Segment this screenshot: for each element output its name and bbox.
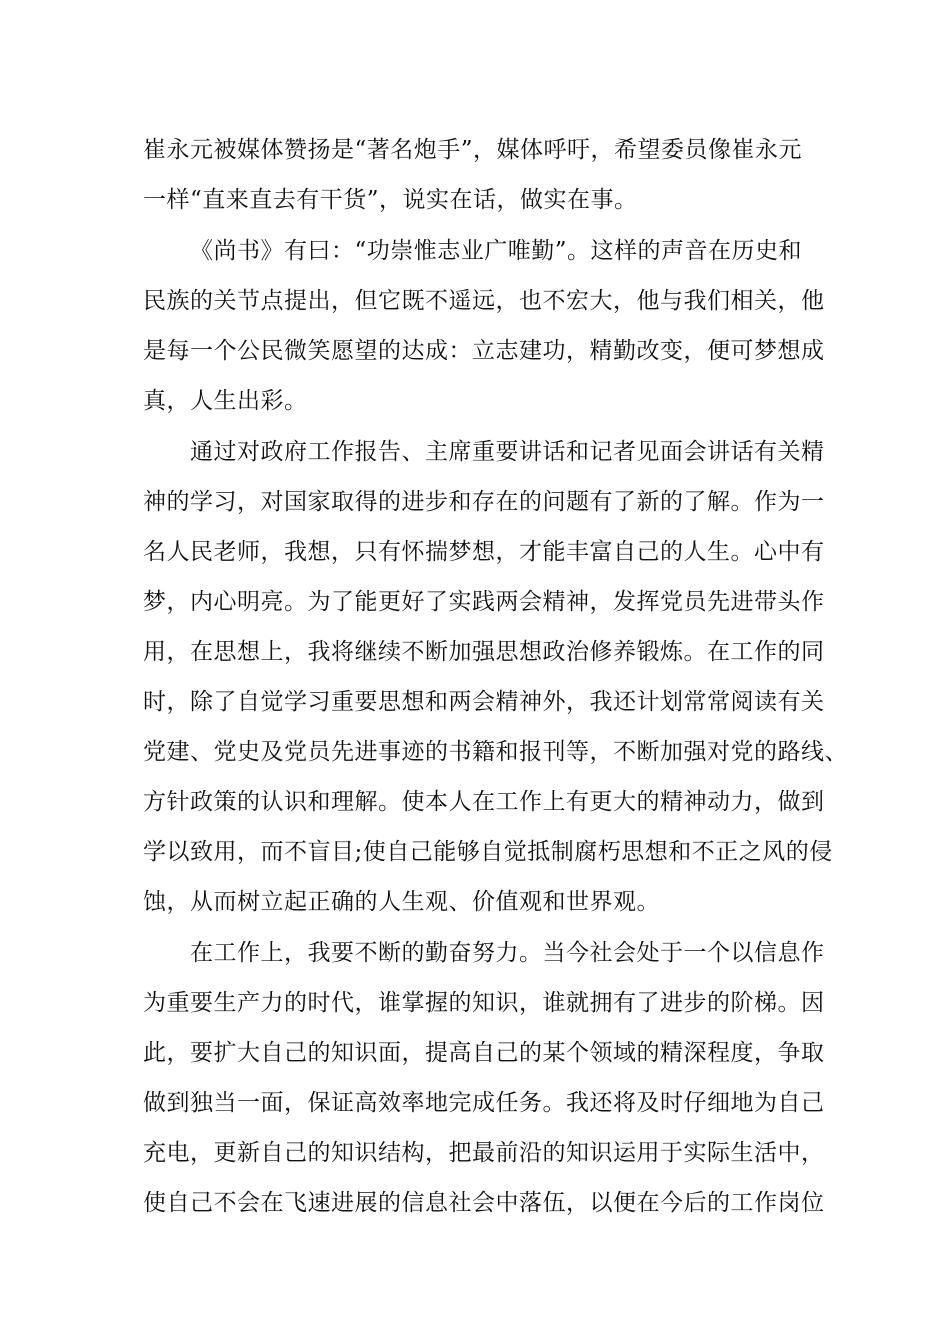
text-line: 方针政策的认识和理解。使本人在工作上有更大的精神动力，做到 [143,789,825,815]
text-line: 一样“直来直去有干货”，说实在话，做实在事。 [143,187,638,213]
text-line: 崔永元被媒体赞扬是“著名炮手”，媒体呼吁，希望委员像崔永元 [143,137,803,163]
text-line: 民族的关节点提出，但它既不遥远，也不宏大，他与我们相关，他 [143,288,825,314]
text-line: 使自己不会在飞速进展的信息社会中落伍，以便在今后的工作岗位 [143,1190,825,1216]
text-line: 学以致用，而不盲目;使自己能够自觉抵制腐朽思想和不正之风的侵 [143,839,833,865]
text-line: 蚀，从而树立起正确的人生观、价值观和世界观。 [143,889,660,915]
text-line: 党建、党史及党员先进事迹的书籍和报刊等，不断加强对党的路线、 [143,739,848,765]
text-line: 真，人生出彩。 [143,388,308,414]
paragraph-first-line: 通过对政府工作报告、主席重要讲话和记者见面会讲话有关精 [190,439,825,465]
text-line: 此，要扩大自己的知识面，提高自己的某个领域的精深程度，争取 [143,1040,825,1066]
text-line: 为重要生产力的时代，谁掌握的知识，谁就拥有了进步的阶梯。因 [143,990,825,1016]
text-line: 是每一个公民微笑愿望的达成：立志建功，精勤改变，便可梦想成 [143,338,825,364]
paragraph-first-line: 在工作上，我要不断的勤奋努力。当今社会处于一个以信息作 [190,940,825,966]
text-line: 名人民老师，我想，只有怀揣梦想，才能丰富自己的人生。心中有 [143,539,825,565]
text-line: 充电，更新自己的知识结构，把最前沿的知识运用于实际生活中， [143,1140,825,1166]
text-line: 神的学习，对国家取得的进步和存在的问题有了新的了解。作为一 [143,489,825,515]
text-line: 时，除了自觉学习重要思想和两会精神外，我还计划常常阅读有关 [143,689,825,715]
text-line: 梦，内心明亮。为了能更好了实践两会精神，发挥党员先进带头作 [143,589,825,615]
text-line: 做到独当一面，保证高效率地完成任务。我还将及时仔细地为自己 [143,1090,825,1116]
text-line: 用，在思想上，我将继续不断加强思想政治修养锻炼。在工作的同 [143,639,825,665]
paragraph-first-line: 《尚书》有曰：“功崇惟志业广唯勤”。这样的声音在历史和 [190,238,803,264]
